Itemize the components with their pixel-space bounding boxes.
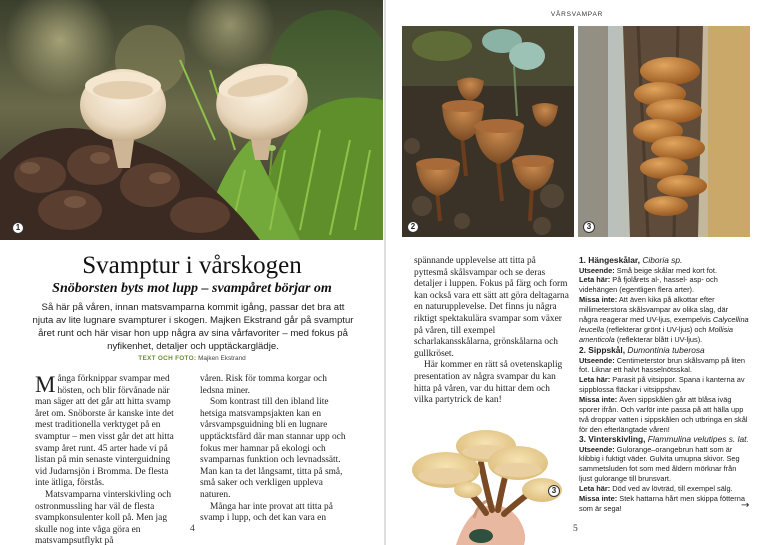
body-column-3 bbox=[414, 256, 570, 407]
photo-cup-fungi-on-moss bbox=[0, 0, 383, 240]
byline-name: Majken Ekstrand bbox=[198, 355, 246, 362]
photo-number-badge: 3 bbox=[548, 485, 560, 497]
photo-number-badge: 1 bbox=[12, 222, 24, 234]
photo1-illustration bbox=[0, 0, 383, 240]
body-paragraph: Som kontrast till den ibland lite hetsiga matsvampsjakten kan en vårsvampsguidning bli en lugnare upptäcktsfärd där man stannar upp och fokus mer hamnar på ekologi och svamparnas funktion och levnadssätt. Man kan ta det långsamt, titta på små, små saker och verkligen uppleva naturen. bbox=[200, 397, 346, 500]
species-heading: 2. Sippskål, Dumontinia tuberosa bbox=[579, 345, 705, 355]
article-lead: Så här på våren, innan matsvamparna kommit igång, passar det bra att njuta av lite lugnare svampturer i skogen. Majken Ekstrand går på svamptur året runt och här visar hon upp några av sina vårfavoriter – med fokus på nyfikenhet, detaljer och upptäckarglädje. bbox=[32, 302, 354, 352]
photo3-illustration bbox=[578, 26, 750, 237]
section-tag: VÅRSVAMPAR bbox=[550, 11, 604, 18]
species-heading: 3. Vinterskivling, Flammulina velutipes s. lat. bbox=[579, 434, 749, 444]
photo-vinterskivling-on-trunk bbox=[578, 26, 750, 237]
photo-hand-holding-mushrooms bbox=[386, 418, 566, 545]
species-entry bbox=[579, 434, 749, 514]
photo-number-badge: 3 bbox=[583, 221, 595, 233]
right-page bbox=[386, 0, 768, 545]
page-number-left: 4 bbox=[190, 524, 195, 534]
body-paragraph bbox=[35, 374, 183, 490]
species-entry bbox=[579, 345, 749, 435]
body-paragraph: våren. Risk för tomma korgar och ledsna miner. bbox=[200, 374, 327, 396]
species-find: Leta här: Parasit på vitsippor. Spana i kanterna av sippblossa fläckar i vitsippshav. bbox=[579, 375, 745, 395]
species-miss: Missa inte: Även sippskålen går att blåsa iväg sporer ifrån. Och varför inte passa på att hälla upp två droppar vatten i sippskålen och utbringa en skål för den efterlängtade våren! bbox=[579, 395, 748, 434]
photo2-illustration bbox=[402, 26, 574, 237]
byline bbox=[0, 355, 384, 362]
species-latin-name: Flammulina velutipes s. lat. bbox=[647, 434, 749, 444]
body-paragraph: Här kommer en rätt så ovetenskaplig presentation av några svampar du kan hitta på våren, var du hittar dem och vilka partytrick de kan! bbox=[414, 360, 563, 406]
body-column-1 bbox=[35, 374, 183, 545]
species-latin-name: Dumontinia tuberosa bbox=[627, 345, 705, 355]
species-miss: Missa inte: Att även kika på alkottar efter millimeterstora skålsvampar av olika slag, där några reagerar med UV-ljus, exempelvis Calycellina leucella (reflekterar grönt i UV-ljus) och Mollisia amenticola (reflekterar blått i UV-ljus). bbox=[579, 295, 749, 344]
species-latin-name: Ciboria sp. bbox=[642, 255, 683, 265]
species-entry bbox=[579, 255, 749, 345]
species-find: Leta här: På fjolårets al-, hassel- asp- och videhängen (egentligen flera arter). bbox=[579, 275, 718, 295]
body-column-2 bbox=[200, 374, 352, 525]
arrow-right-icon: → bbox=[741, 500, 750, 511]
page-number-right: 5 bbox=[573, 524, 578, 534]
photo-sippskal-cups bbox=[402, 26, 574, 237]
species-miss: Missa inte: Stek hattarna hårt men skippa fötterna som är sega! bbox=[579, 494, 745, 513]
article-subtitle: Snöborsten byts mot lupp – svampåret börjar om bbox=[52, 281, 332, 296]
photo4-illustration bbox=[386, 418, 566, 545]
body-paragraph-text: ånga förknippar svampar med hösten, och blir förvånade när man säger att det går att hitta svamp året om. Snöborste är kanske inte det mest traditionella verktyget på en svamptur – men visst går det att hitta svamp året runt. 45 arter hade vi på listan på min senaste vinterguidning vid Judarnsjön i Bromma. De flesta inte ätliga, förstås. bbox=[35, 374, 174, 489]
body-paragraph: Många har inte provat att titta på svamp i lupp, och det kan vara en bbox=[200, 501, 333, 524]
species-look: Utseende: Centimeterstor brun skålsvamp på liten fot. Liknar ett halvt hasselnötsskal. bbox=[579, 355, 745, 375]
species-heading: 1. Hängeskålar, Ciboria sp. bbox=[579, 255, 683, 265]
article-title: Svamptur i vårskogen bbox=[82, 252, 302, 279]
species-find: Leta här: Död ved av lövträd, till exempel sälg. bbox=[579, 484, 733, 494]
species-look: Utseende: Gulorange–orangebrun hatt som är klibbig i fuktigt väder. Gulvita umupna skivor. Seg sammetsluden fot som med åldern mörknar från ljust gulorange till brunsvart. bbox=[579, 444, 740, 484]
dropcap: M bbox=[35, 372, 56, 397]
byline-label: TEXT OCH FOTO: bbox=[138, 355, 197, 362]
body-paragraph: Matsvamparna vinterskivling och ostronmussling har väl de flesta svampkonsulenter koll på. Men jag skulle nog inte våga göra en matsvampsutflykt på bbox=[35, 489, 172, 545]
species-look: Utseende: Små beige skålar med kort fot. bbox=[579, 265, 718, 275]
body-paragraph: spännande upplevelse att titta på pyttesmå skålsvampar och se deras detaljer i luppen. Fokus på färg och form kan också vara ett sätt att göra deltagarna en naturupplevelse. Det finns ju några riktigt spektakulära svampar som växer på våren, till exempel scharlakansskålarna, grönskålarna och gullkröset. bbox=[414, 256, 569, 359]
photo-number-badge: 2 bbox=[407, 221, 419, 233]
